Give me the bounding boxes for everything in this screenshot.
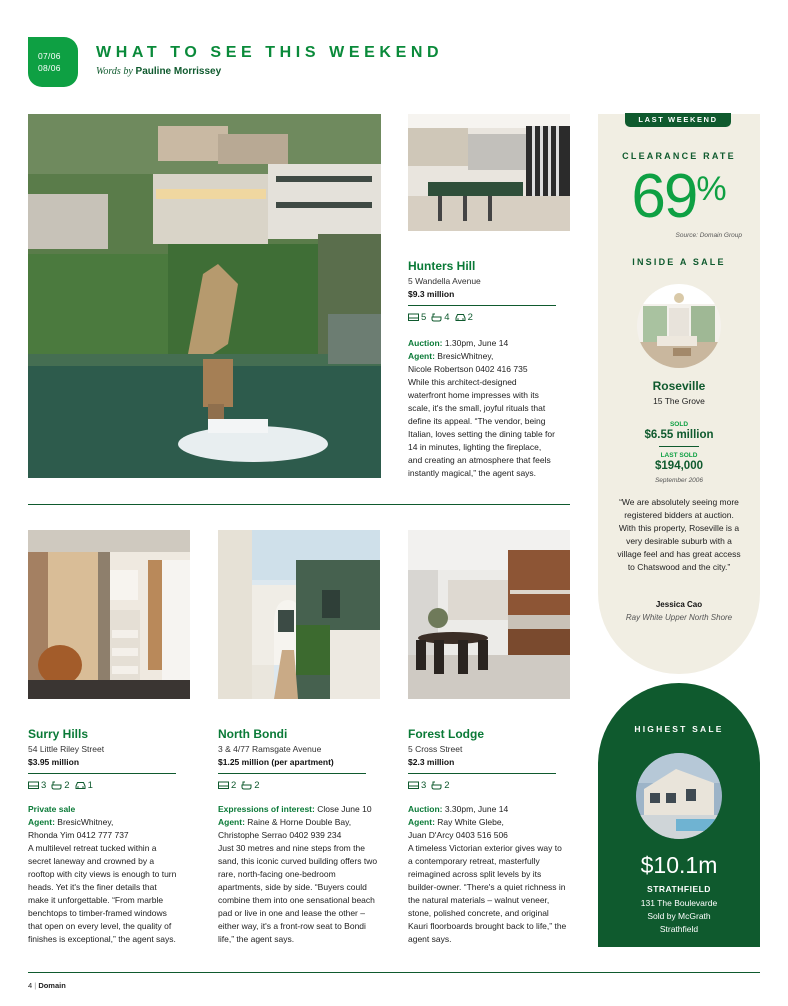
listing-body <box>218 803 378 946</box>
forest-lodge-photo <box>408 530 570 699</box>
listing-address: 54 Little Riley Street <box>28 744 105 754</box>
bath-icon <box>431 781 442 790</box>
listing-north-bondi <box>218 727 378 946</box>
listing-agent-contact: Juan D'Arcy 0403 516 506 <box>408 830 508 840</box>
bed-icon <box>408 313 419 322</box>
date-line-2: 08/06 <box>38 63 61 73</box>
bath-icon <box>431 313 442 322</box>
highest-sale-label: HIGHEST SALE <box>634 724 724 734</box>
byline <box>96 66 221 77</box>
bed-value: 3 <box>421 780 427 791</box>
car-count <box>75 780 93 791</box>
bath-value: 2 <box>444 780 450 791</box>
featured-body <box>408 337 556 480</box>
clearance-rate-label: CLEARANCE RATE <box>622 151 736 161</box>
car-value: 2 <box>467 312 473 323</box>
quote-agency: Ray White Upper North Shore <box>625 613 733 622</box>
bath-count <box>431 780 449 791</box>
listing-rule <box>28 773 176 774</box>
publication-name: Domain <box>38 981 66 990</box>
page-number: 4 <box>28 981 33 990</box>
listing-detail-value: Close June 10 <box>317 804 372 814</box>
quote-name: Jessica Cao <box>655 600 703 609</box>
listing-price: $3.95 million <box>28 757 80 767</box>
featured-price: $9.3 million <box>408 289 455 299</box>
last-sold-label: LAST SOLD <box>660 452 698 459</box>
highest-sale-suburb: STRATHFIELD <box>647 884 711 894</box>
roseville-photo <box>637 284 721 368</box>
bed-icon <box>218 781 229 790</box>
featured-agent-label: Agent: <box>408 351 435 361</box>
byline-prefix: Words by <box>96 66 133 77</box>
listing-price: $1.25 million (per apartment) <box>218 757 334 767</box>
listing-features <box>218 780 378 791</box>
inside-address: 15 The Grove <box>653 396 705 406</box>
bed-value: 3 <box>41 780 47 791</box>
highest-sale-address: 131 The Boulevarde <box>640 898 718 908</box>
strathfield-photo <box>636 753 722 839</box>
agent-quote: “We are absolutely seeing more registered bidders at auction. With this property, Roseville is a very desirable suburb with a village feel and has great access to Chatswood and the city.” <box>617 497 741 572</box>
listing-suburb: Forest Lodge <box>408 727 485 741</box>
listing-features <box>28 780 178 791</box>
footer-rule <box>28 972 760 973</box>
bath-value: 2 <box>254 780 260 791</box>
listing-detail-label: Expressions of interest: <box>218 804 315 814</box>
listing-suburb: North Bondi <box>218 727 288 741</box>
featured-detail-value: 1.30pm, June 14 <box>444 338 509 348</box>
bed-count <box>218 780 236 791</box>
date-line-1: 07/06 <box>38 51 61 61</box>
highest-sale-agent-line2: Strathfield <box>659 924 699 934</box>
listing-address: 5 Cross Street <box>408 744 463 754</box>
listing-detail-label: Private sale <box>28 804 76 814</box>
listing-body <box>408 803 568 946</box>
listing-features <box>408 780 568 791</box>
highest-sale-value: $10.1m <box>640 852 718 878</box>
listing-rule <box>408 773 556 774</box>
listing-address: 3 & 4/77 Ramsgate Avenue <box>218 744 322 754</box>
car-icon <box>455 313 466 322</box>
bath-value: 2 <box>64 780 70 791</box>
hunters-hill-aerial-photo <box>28 114 381 478</box>
listing-body <box>28 803 178 946</box>
listing-surry-hills <box>28 727 178 946</box>
listing-agent-contact: Christophe Serrao 0402 939 234 <box>218 830 342 840</box>
bed-icon <box>28 781 39 790</box>
featured-description: While this architect-designed waterfront home impresses with its scale, it's the small, joyful rituals that define its appeal. “The vendor, being Italian, loves setting the dining table for 14 in minutes, lighting the fireplace, and creating an atmosphere that feels instantly magical,” the agent says. <box>408 377 555 478</box>
featured-features <box>408 312 556 323</box>
north-bondi-photo <box>218 530 380 699</box>
last-sold-date: September 2006 <box>654 477 704 484</box>
last-sold-value: $194,000 <box>655 460 703 472</box>
clearance-rate-unit: % <box>696 170 727 208</box>
listing-agent-value: Raine & Horne Double Bay, <box>247 817 352 827</box>
bed-icon <box>408 781 419 790</box>
hunters-hill-kitchen-photo <box>408 114 570 231</box>
bed-value: 5 <box>421 312 427 323</box>
bed-count <box>408 780 426 791</box>
car-count <box>455 312 473 323</box>
sold-value: $6.55 million <box>644 429 714 441</box>
listing-agent-label: Agent: <box>28 817 55 827</box>
listing-agent-value: BresicWhitney, <box>57 817 114 827</box>
highest-sale-agent-line1: Sold by McGrath <box>647 911 711 921</box>
bed-count <box>408 312 426 323</box>
clearance-source: Source: Domain Group <box>675 232 742 239</box>
bath-count <box>51 780 69 791</box>
page-footer <box>28 981 66 990</box>
featured-rule <box>408 305 556 306</box>
listing-agent-label: Agent: <box>408 817 435 827</box>
bed-count <box>28 780 46 791</box>
bath-value: 4 <box>444 312 450 323</box>
inside-suburb: Roseville <box>652 379 706 393</box>
bath-icon <box>241 781 252 790</box>
car-icon <box>75 781 86 790</box>
featured-agent-value: BresicWhitney, <box>437 351 494 361</box>
featured-agent-contact: Nicole Robertson 0402 416 735 <box>408 364 528 374</box>
featured-listing <box>408 259 556 480</box>
byline-author: Pauline Morrissey <box>135 66 222 77</box>
bath-count <box>241 780 259 791</box>
inside-a-sale-label: INSIDE A SALE <box>632 257 726 267</box>
listing-agent-contact: Rhonda Yim 0412 777 737 <box>28 830 129 840</box>
listing-description: Just 30 metres and nine steps from the sand, this iconic curved building offers two rare, north-facing one-bedroom apartments, side by side. “Buyers could combine them into one sensational beach pad or live in one and lease the other – either way, it's a front-row seat to Bondi life,” the agent says. <box>218 843 378 944</box>
clearance-rate-figure <box>598 164 760 230</box>
listing-forest-lodge <box>408 727 568 946</box>
surry-hills-photo <box>28 530 190 699</box>
listing-detail-value: 3.30pm, June 14 <box>444 804 509 814</box>
sold-label: SOLD <box>669 421 689 428</box>
bath-icon <box>51 781 62 790</box>
featured-suburb: Hunters Hill <box>408 259 476 273</box>
featured-address: 5 Wandella Avenue <box>408 276 481 286</box>
listing-description: A multilevel retreat tucked within a secret laneway and crowned by a rooftop with city views is enough to turn heads. Yet it's the finer details that make it unforgettable. “From marble benchtops to timber-framed windows that open on every level, the quality of finishes is exceptional,” the agent says. <box>28 843 177 944</box>
listing-agent-label: Agent: <box>218 817 245 827</box>
listing-agent-value: Ray White Glebe, <box>437 817 504 827</box>
listing-rule <box>218 773 366 774</box>
footer-separator: | <box>34 981 37 990</box>
car-value: 1 <box>87 780 93 791</box>
date-badge <box>28 37 78 87</box>
listing-detail-label: Auction: <box>408 804 443 814</box>
listing-price: $2.3 million <box>408 757 455 767</box>
bath-count <box>431 312 449 323</box>
clearance-rate-value: 69 <box>631 162 697 231</box>
page-headline: WHAT TO SEE THIS WEEKEND <box>96 44 444 61</box>
last-weekend-tab: LAST WEEKEND <box>625 113 731 127</box>
sold-rule <box>659 446 699 447</box>
bed-value: 2 <box>231 780 237 791</box>
listing-description: A timeless Victorian exterior gives way to a contemporary retreat, masterfully reimagined across split levels by its builder-owner. “There's a quiet richness in the natural materials – walnut veneer, stone, polished concrete, and original Kauri floorboards brought back to life,” the agent says. <box>408 843 567 944</box>
listing-suburb: Surry Hills <box>28 727 89 741</box>
featured-detail-label: Auction: <box>408 338 443 348</box>
section-divider <box>28 504 570 505</box>
